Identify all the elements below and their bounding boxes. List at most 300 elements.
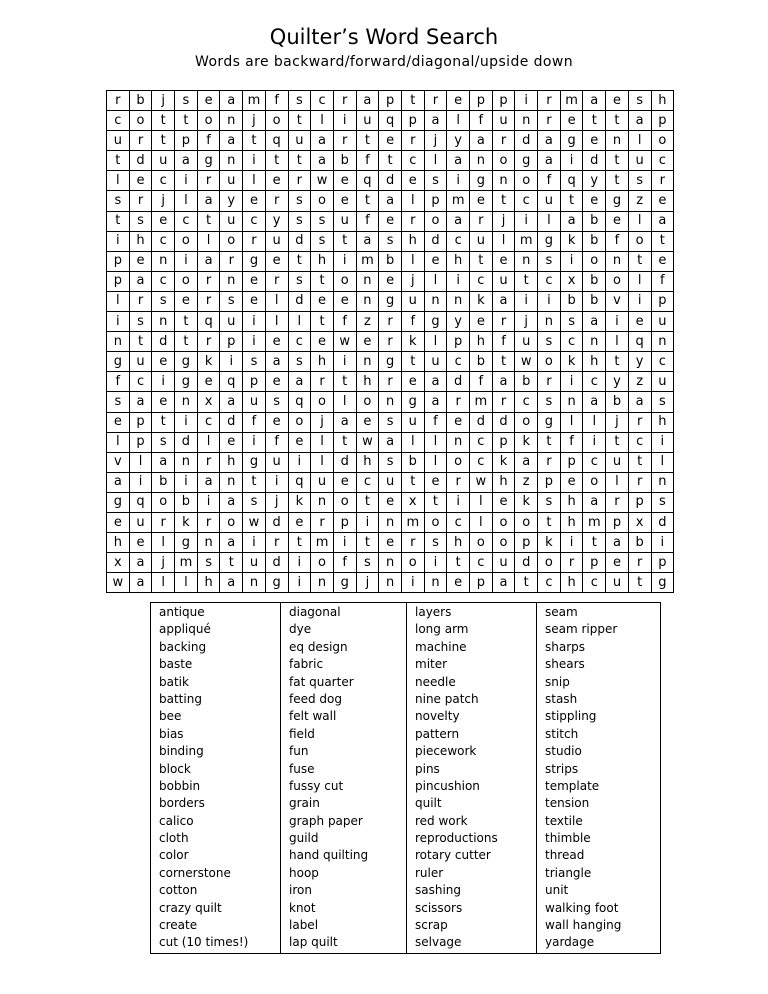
word-item: lap quilt — [289, 935, 338, 950]
grid-cell: m — [311, 533, 334, 553]
grid-cell: i — [583, 432, 606, 452]
word-item: wall hanging — [545, 918, 622, 933]
grid-cell: p — [447, 332, 470, 352]
grid-cell: b — [401, 452, 424, 472]
grid-cell: t — [356, 191, 379, 211]
word-item: triangle — [545, 865, 592, 880]
word-item: seam ripper — [545, 622, 618, 637]
grid-cell: s — [628, 91, 651, 111]
grid-cell: t — [107, 211, 130, 231]
grid-row — [107, 533, 674, 553]
grid-cell: q — [197, 312, 220, 332]
grid-cell: t — [492, 352, 515, 372]
grid-cell: k — [197, 352, 220, 372]
grid-cell: i — [333, 251, 356, 271]
grid-cell: e — [333, 191, 356, 211]
grid-row — [107, 271, 674, 291]
grid-row — [107, 412, 674, 432]
word-item: dye — [289, 622, 312, 637]
grid-cell: t — [288, 151, 311, 171]
word-item: bias — [159, 726, 184, 741]
grid-cell: t — [288, 251, 311, 271]
grid-cell: c — [288, 332, 311, 352]
grid-cell: h — [356, 372, 379, 392]
word-item: seam — [545, 605, 578, 619]
word-item: thread — [545, 848, 585, 863]
word-item: diagonal — [289, 605, 341, 619]
grid-cell: e — [379, 271, 402, 291]
grid-row — [107, 211, 674, 231]
grid-cell: i — [175, 412, 198, 432]
grid-cell: f — [356, 151, 379, 171]
grid-cell: t — [560, 191, 583, 211]
grid-cell: r — [401, 131, 424, 151]
grid-row — [107, 352, 674, 372]
grid-cell: s — [220, 291, 243, 311]
grid-cell: s — [651, 392, 674, 412]
grid-cell: a — [197, 472, 220, 492]
grid-cell: c — [560, 332, 583, 352]
grid-cell: i — [651, 432, 674, 452]
word-item: needle — [415, 674, 456, 689]
grid-cell: z — [515, 472, 538, 492]
grid-cell: t — [379, 151, 402, 171]
grid-cell: e — [379, 533, 402, 553]
grid-cell: g — [175, 352, 198, 372]
grid-cell: t — [333, 372, 356, 392]
grid-cell: o — [220, 231, 243, 251]
grid-cell: t — [628, 251, 651, 271]
grid-cell: n — [651, 332, 674, 352]
grid-cell: t — [583, 533, 606, 553]
grid-cell: e — [424, 251, 447, 271]
grid-cell: h — [311, 251, 334, 271]
grid-cell: e — [583, 191, 606, 211]
grid-cell: z — [356, 312, 379, 332]
grid-cell: s — [175, 91, 198, 111]
grid-cell: j — [356, 573, 379, 593]
word-item: hoop — [289, 865, 319, 880]
grid-cell: i — [651, 533, 674, 553]
grid-cell: l — [424, 432, 447, 452]
grid-cell: u — [220, 312, 243, 332]
grid-cell: o — [515, 512, 538, 532]
grid-cell: e — [265, 372, 288, 392]
word-item: fussy cut — [289, 778, 344, 793]
word-item: color — [159, 848, 189, 863]
grid-cell: c — [628, 432, 651, 452]
grid-cell: r — [197, 452, 220, 472]
grid-cell: b — [583, 231, 606, 251]
grid-cell: e — [265, 332, 288, 352]
word-item: sharps — [545, 639, 586, 654]
grid-cell: h — [401, 231, 424, 251]
grid-cell: c — [175, 211, 198, 231]
grid-cell: a — [356, 91, 379, 111]
word-item: sashing — [415, 883, 462, 898]
grid-cell: t — [606, 151, 629, 171]
word-item: iron — [289, 883, 312, 898]
grid-cell: c — [470, 271, 493, 291]
grid-cell: i — [447, 492, 470, 512]
grid-cell: l — [265, 312, 288, 332]
grid-cell: e — [311, 291, 334, 311]
grid-cell: o — [651, 131, 674, 151]
grid-cell: r — [311, 372, 334, 392]
word-item: label — [289, 918, 319, 933]
grid-cell: o — [492, 151, 515, 171]
grid-cell: t — [288, 111, 311, 131]
grid-cell: a — [447, 151, 470, 171]
grid-cell: h — [311, 352, 334, 372]
grid-cell: a — [424, 111, 447, 131]
grid-cell: r — [447, 392, 470, 412]
grid-cell: j — [311, 412, 334, 432]
grid-cell: a — [311, 151, 334, 171]
grid-cell: i — [175, 472, 198, 492]
grid-cell: s — [288, 271, 311, 291]
grid-cell: i — [107, 312, 130, 332]
word-item: shears — [545, 657, 585, 672]
grid-cell: n — [515, 251, 538, 271]
grid-cell: m — [470, 392, 493, 412]
grid-cell: n — [379, 512, 402, 532]
grid-cell: o — [311, 392, 334, 412]
grid-cell: l — [560, 412, 583, 432]
grid-cell: l — [628, 271, 651, 291]
word-item: stippling — [545, 709, 597, 724]
grid-cell: l — [333, 392, 356, 412]
grid-cell: a — [220, 573, 243, 593]
grid-cell: o — [538, 553, 561, 573]
grid-cell: e — [265, 251, 288, 271]
grid-cell: c — [447, 231, 470, 251]
grid-cell: c — [538, 573, 561, 593]
grid-cell: p — [107, 271, 130, 291]
grid-cell: m — [447, 191, 470, 211]
grid-cell: s — [265, 392, 288, 412]
grid-cell: l — [107, 432, 130, 452]
grid-cell: e — [107, 512, 130, 532]
grid-cell: l — [107, 171, 130, 191]
grid-cell: n — [447, 432, 470, 452]
grid-cell: d — [424, 231, 447, 251]
grid-cell: u — [152, 151, 175, 171]
grid-cell: r — [129, 191, 152, 211]
grid-cell: d — [515, 131, 538, 151]
word-column-4 — [537, 603, 660, 953]
grid-cell: h — [560, 512, 583, 532]
grid-cell: f — [651, 271, 674, 291]
grid-cell: y — [583, 171, 606, 191]
grid-cell: s — [107, 392, 130, 412]
grid-cell: o — [333, 492, 356, 512]
grid-cell: t — [243, 131, 266, 151]
grid-cell: j — [265, 492, 288, 512]
grid-cell: o — [333, 271, 356, 291]
grid-cell: u — [379, 472, 402, 492]
grid-cell: i — [175, 171, 198, 191]
word-item: pattern — [415, 726, 460, 741]
grid-cell: g — [401, 392, 424, 412]
grid-cell: u — [651, 372, 674, 392]
grid-cell: f — [356, 211, 379, 231]
grid-cell: c — [583, 372, 606, 392]
grid-cell: n — [379, 573, 402, 593]
word-item: stash — [545, 691, 578, 706]
word-item: walking foot — [545, 900, 619, 915]
grid-cell: h — [220, 452, 243, 472]
grid-cell: g — [606, 191, 629, 211]
word-item: backing — [159, 639, 207, 654]
grid-cell: p — [424, 191, 447, 211]
word-item: yardage — [545, 935, 595, 950]
word-item: miter — [415, 657, 448, 672]
grid-cell: t — [288, 533, 311, 553]
grid-cell: o — [175, 231, 198, 251]
word-item: cut (10 times!) — [159, 935, 249, 950]
word-item: create — [159, 918, 198, 933]
grid-cell: i — [424, 553, 447, 573]
grid-cell: k — [175, 512, 198, 532]
word-item: cloth — [159, 831, 189, 846]
grid-cell: g — [379, 352, 402, 372]
grid-cell: c — [243, 211, 266, 231]
grid-cell: o — [175, 271, 198, 291]
grid-cell: s — [379, 231, 402, 251]
grid-cell: c — [470, 432, 493, 452]
word-item: piecework — [415, 744, 477, 759]
grid-cell: c — [447, 352, 470, 372]
grid-cell: t — [152, 412, 175, 432]
grid-cell: s — [538, 332, 561, 352]
grid-cell: s — [129, 312, 152, 332]
grid-cell: c — [651, 151, 674, 171]
word-item: long arm — [415, 622, 469, 637]
grid-cell: g — [470, 171, 493, 191]
grid-cell: a — [470, 131, 493, 151]
grid-cell: s — [288, 352, 311, 372]
word-item: reproductions — [415, 831, 498, 846]
grid-cell: d — [265, 553, 288, 573]
grid-cell: i — [538, 291, 561, 311]
grid-cell: s — [424, 171, 447, 191]
grid-row — [107, 573, 674, 593]
grid-row — [107, 452, 674, 472]
grid-cell: o — [311, 553, 334, 573]
grid-cell: i — [606, 312, 629, 332]
grid-cell: h — [651, 412, 674, 432]
grid-row — [107, 291, 674, 311]
grid-cell: c — [311, 91, 334, 111]
grid-cell: b — [583, 211, 606, 231]
grid-cell: s — [424, 533, 447, 553]
grid-cell: b — [606, 392, 629, 412]
word-item: machine — [415, 639, 467, 654]
grid-cell: s — [129, 211, 152, 231]
grid-cell: c — [152, 271, 175, 291]
word-item: novelty — [415, 709, 460, 724]
grid-cell: t — [107, 151, 130, 171]
grid-cell: q — [560, 171, 583, 191]
grid-cell: a — [583, 392, 606, 412]
grid-cell: t — [152, 131, 175, 151]
grid-cell: o — [265, 111, 288, 131]
grid-cell: e — [379, 211, 402, 231]
grid-cell: n — [447, 291, 470, 311]
word-item: fat quarter — [289, 674, 354, 689]
grid-cell: i — [243, 332, 266, 352]
grid-cell: i — [560, 372, 583, 392]
grid-cell: p — [651, 553, 674, 573]
grid-cell: s — [243, 492, 266, 512]
grid-row — [107, 432, 674, 452]
grid-cell: e — [129, 533, 152, 553]
grid-cell: a — [107, 472, 130, 492]
grid-cell: e — [424, 472, 447, 492]
grid-cell: r — [401, 533, 424, 553]
grid-cell: n — [152, 312, 175, 332]
grid-row — [107, 492, 674, 512]
grid-cell: u — [243, 392, 266, 412]
grid-cell: i — [560, 251, 583, 271]
grid-cell: v — [107, 452, 130, 472]
grid-cell: b — [152, 472, 175, 492]
grid-cell: p — [515, 533, 538, 553]
grid-cell: e — [356, 412, 379, 432]
grid-cell: t — [606, 111, 629, 131]
grid-cell: r — [333, 91, 356, 111]
grid-cell: n — [220, 271, 243, 291]
grid-cell: f — [197, 131, 220, 151]
grid-cell: g — [538, 412, 561, 432]
grid-cell: o — [583, 251, 606, 271]
word-item: nine patch — [415, 691, 479, 706]
grid-cell: u — [651, 312, 674, 332]
grid-cell: g — [197, 151, 220, 171]
word-item: red work — [415, 813, 468, 828]
grid-cell: l — [424, 151, 447, 171]
grid-cell: t — [311, 312, 334, 332]
grid-cell: u — [265, 452, 288, 472]
word-column-3 — [407, 603, 537, 953]
grid-cell: r — [424, 91, 447, 111]
grid-cell: m — [243, 91, 266, 111]
grid-cell: g — [107, 352, 130, 372]
grid-cell: e — [560, 472, 583, 492]
grid-cell: k — [515, 432, 538, 452]
page-subtitle: Words are backward/forward/diagonal/upside down — [195, 54, 573, 70]
grid-cell: z — [628, 372, 651, 392]
grid-cell: y — [447, 131, 470, 151]
grid-cell: s — [311, 211, 334, 231]
grid-cell: f — [107, 372, 130, 392]
grid-cell: w — [356, 432, 379, 452]
grid-cell: n — [492, 171, 515, 191]
word-item: binding — [159, 744, 204, 759]
grid-cell: a — [220, 492, 243, 512]
grid-cell: l — [197, 432, 220, 452]
grid-cell: a — [129, 271, 152, 291]
grid-cell: e — [401, 372, 424, 392]
grid-cell: u — [311, 472, 334, 492]
grid-cell: k — [560, 352, 583, 372]
grid-cell: w — [107, 573, 130, 593]
grid-cell: t — [401, 472, 424, 492]
grid-cell: h — [470, 332, 493, 352]
grid-cell: a — [197, 191, 220, 211]
word-item: rotary cutter — [415, 848, 491, 863]
word-item: cornerstone — [159, 865, 231, 880]
word-item: unit — [545, 883, 569, 898]
grid-cell: r — [492, 392, 515, 412]
grid-cell: n — [152, 251, 175, 271]
grid-cell: g — [538, 231, 561, 251]
word-item: textile — [545, 813, 583, 828]
grid-cell: r — [651, 171, 674, 191]
grid-cell: b — [628, 533, 651, 553]
word-item: pincushion — [415, 778, 480, 793]
grid-cell: n — [107, 332, 130, 352]
grid-cell: f — [424, 412, 447, 432]
grid-cell: r — [197, 271, 220, 291]
grid-row — [107, 231, 674, 251]
grid-cell: h — [560, 573, 583, 593]
grid-cell: h — [583, 352, 606, 372]
grid-cell: e — [265, 412, 288, 432]
grid-cell: i — [515, 211, 538, 231]
grid-cell: d — [175, 432, 198, 452]
word-item: stitch — [545, 726, 579, 741]
grid-cell: j — [424, 131, 447, 151]
grid-cell: t — [265, 151, 288, 171]
grid-cell: i — [129, 472, 152, 492]
grid-cell: t — [333, 432, 356, 452]
grid-cell: p — [175, 131, 198, 151]
grid-cell: a — [220, 131, 243, 151]
grid-cell: g — [515, 151, 538, 171]
grid-cell: p — [651, 111, 674, 131]
grid-cell: g — [175, 372, 198, 392]
grid-row — [107, 251, 674, 271]
grid-cell: r — [333, 131, 356, 151]
grid-cell: h — [107, 533, 130, 553]
grid-cell: c — [129, 372, 152, 392]
grid-cell: s — [107, 191, 130, 211]
grid-cell: e — [107, 412, 130, 432]
grid-cell: e — [311, 332, 334, 352]
grid-cell: o — [129, 111, 152, 131]
grid-cell: h — [492, 472, 515, 492]
grid-cell: r — [538, 452, 561, 472]
word-item: scissors — [415, 900, 463, 915]
word-item: pins — [415, 761, 440, 776]
grid-cell: t — [243, 472, 266, 492]
grid-cell: w — [515, 352, 538, 372]
grid-cell: r — [197, 171, 220, 191]
grid-cell: u — [628, 151, 651, 171]
grid-cell: b — [175, 492, 198, 512]
grid-cell: e — [152, 352, 175, 372]
grid-cell: l — [243, 171, 266, 191]
grid-cell: d — [152, 332, 175, 352]
grid-cell: p — [583, 553, 606, 573]
grid-cell: i — [447, 271, 470, 291]
grid-cell: s — [379, 452, 402, 472]
grid-cell: r — [265, 533, 288, 553]
grid-cell: r — [560, 553, 583, 573]
grid-cell: q — [628, 332, 651, 352]
